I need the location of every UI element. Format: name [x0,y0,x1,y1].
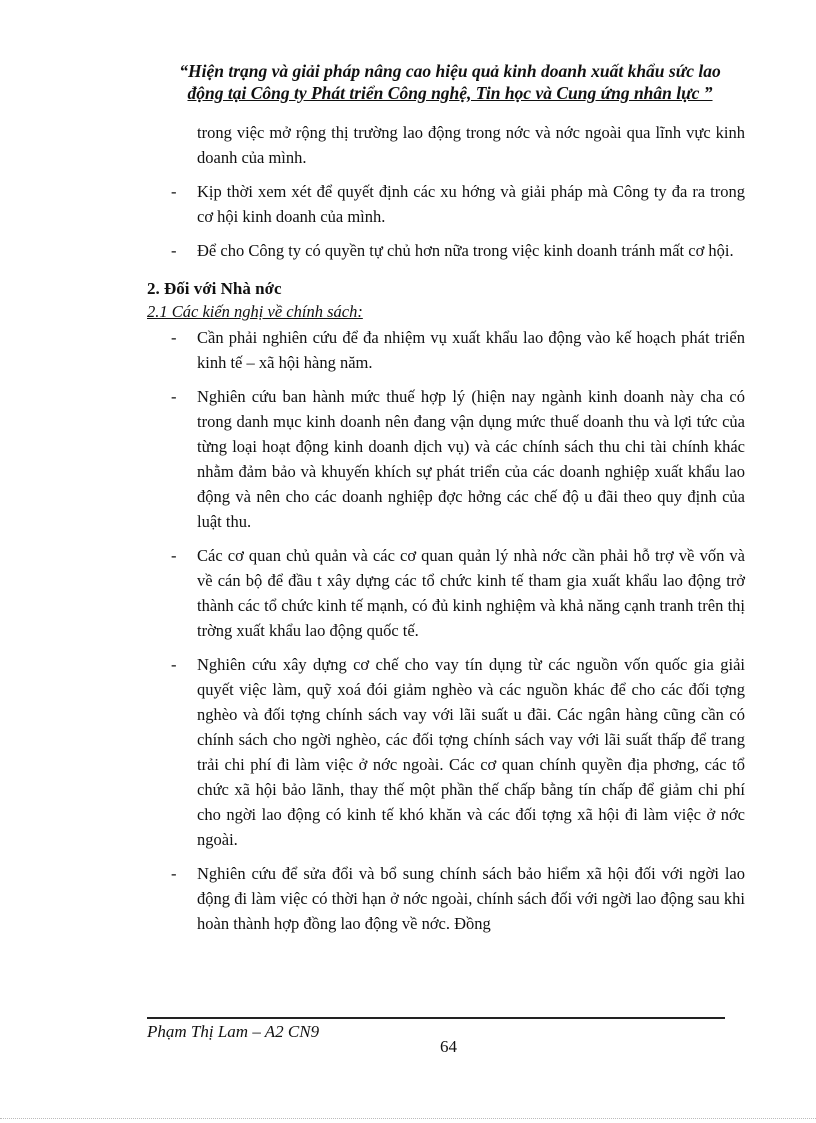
bullet-text: Để cho Công ty có quyền tự chủ hơn nữa trong việc kinh doanh tránh mất cơ hội. [197,241,734,260]
bullet-item [147,179,745,229]
bullet-mark: - [171,182,177,201]
section-title: 2. Đối với Nhà nớc [147,279,282,298]
footer-divider [147,1017,725,1019]
bullet-text: Nghiên cứu để sửa đổi và bổ sung chính sách bảo hiểm xã hội đối với ngời lao động đi làm việc có thời hạn ở nớc ngoài, chính sách đối với ngời lao động sau khi hoàn thành hợp đồng lao động về nớc. Đồng [197,864,745,933]
bullet-mark: - [171,864,177,883]
bullet-text: Nghiên cứu xây dựng cơ chế cho vay tín dụng từ các nguồn vốn quốc gia giải quyết việc làm, quỹ xoá đói giảm nghèo và các nguồn khác để cho các đối tợng nghèo và đối tợng chính sách vay với lãi suất u đãi. Các ngân hàng cũng cần có chính sách cho ngời nghèo, các đối tợng chính sách vay với lãi suất thấp để trang trải chi phí đi làm việc ở nớc ngoài. Các cơ quan chính quyền địa phơng, các tổ chức xã hội bảo lãnh, thay thế một phần thế chấp bằng tín chấp để giảm chi phí cho ngời lao động có kinh tế khó khăn và các đối tợng xã hội đi làm việc ở nớc ngoài. [197,655,745,849]
bullet-item [147,325,745,375]
bullet-mark: - [171,328,177,347]
bullet-item [147,652,745,852]
bullet-item [147,238,745,263]
subsection-title: 2.1 Các kiến nghị về chính sách: [147,302,363,321]
bullet-item [147,384,745,534]
continuation-paragraph: trong việc mở rộng thị trường lao động trong nớc và nớc ngoài qua lĩnh vực kinh doanh của mình. [197,123,745,167]
header-line-2: động tại Công ty Phát triển Công nghệ, Tin học và Cung ứng nhân lực ” [187,83,713,103]
footer-author: Phạm Thị Lam – A2 CN9 [147,1022,320,1041]
bullet-text: Cần phải nghiên cứu để đa nhiệm vụ xuất khẩu lao động vào kế hoạch phát triển kinh tế – xã hội hàng năm. [197,328,745,372]
bullet-item [147,861,745,936]
bullet-text: Các cơ quan chủ quản và các cơ quan quản lý nhà nớc cần phải hỗ trợ về vốn và về cán bộ để đầu t xây dựng các tổ chức kinh tế tham gia xuất khẩu lao động trở thành các tổ chức kinh tế mạnh, có đủ kinh nghiệm và khả năng cạnh tranh trên thị trờng xuất khẩu lao động quốc tế. [197,546,745,640]
bullet-mark: - [171,546,177,565]
bullet-mark: - [171,387,177,406]
bullet-text: Nghiên cứu ban hành mức thuế hợp lý (hiện nay ngành kinh doanh này cha có trong danh mục kinh doanh nên đang vận dụng mức thuế doanh thu và lợi tức của từng loại hoạt động kinh doanh dịch vụ) và các chính sách thu chi tài chính khác nhằm đảm bảo và khuyến khích sự phát triển của các doanh nghiệp xuất khẩu lao động và nên cho các doanh nghiệp đợc hởng các chế độ u đãi theo quy định của luật thu. [197,387,745,531]
document-header [140,60,760,104]
header-line-1: “Hiện trạng và giải pháp nâng cao hiệu quả kinh doanh xuất khẩu sức lao [179,61,721,81]
page-number: 64 [440,1037,457,1056]
page-edge [0,1118,816,1119]
bullet-item [147,543,745,643]
bullet-text: Kịp thời xem xét để quyết định các xu hớng và giải pháp mà Công ty đa ra trong cơ hội kinh doanh của mình. [197,182,745,226]
bullet-mark: - [171,655,177,674]
bullet-mark: - [171,241,177,260]
document-body [147,120,745,936]
